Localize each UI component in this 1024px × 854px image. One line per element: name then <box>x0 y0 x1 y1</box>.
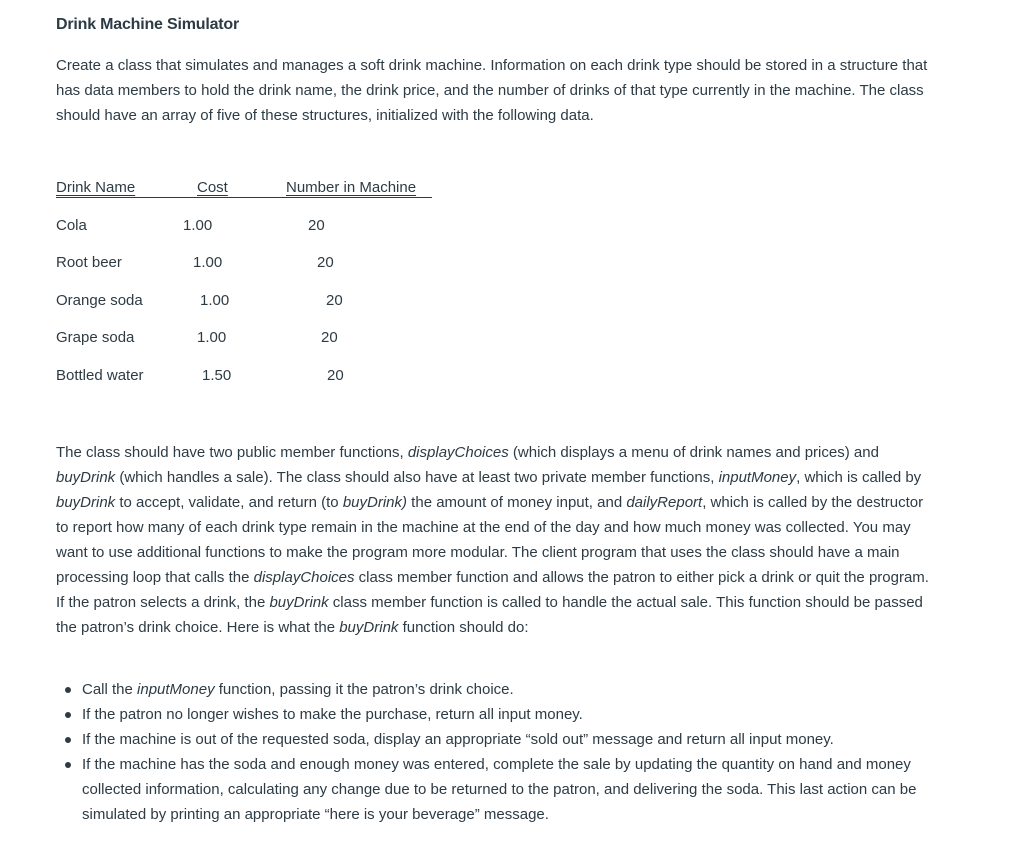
function-name: inputMoney <box>137 681 215 698</box>
row-1-name: Cola <box>56 217 87 234</box>
function-name: displayChoices <box>407 444 509 461</box>
row-2-name: Root beer <box>56 254 122 271</box>
page-title: Drink Machine Simulator <box>56 16 239 33</box>
intro-paragraph: Create a class that simulates and manages a soft drink machine. Information on each drink type should be stored in a structure that has data members to hold the drink name, the drink price, and the number of drinks of that type currently in the machine. The class should have an array of five of these structures, initialized with the following data. <box>56 57 928 124</box>
text-run: If the patron no longer wishes to make the purchase, return all input money. <box>82 706 583 723</box>
row-3-cost: 1.00 <box>200 292 230 309</box>
row-2-number: 20 <box>317 254 334 271</box>
function-name: dailyReport <box>626 494 703 511</box>
row-1-cost: 1.00 <box>183 217 213 234</box>
function-name: buyDrink) <box>342 494 408 511</box>
text-run: If the machine is out of the requested soda, display an appropriate “sold out” message and return all input money. <box>82 731 834 748</box>
function-name: buyDrink <box>56 469 116 486</box>
list-item <box>82 677 962 702</box>
row-3-name: Orange soda <box>56 292 143 309</box>
list-item <box>82 752 962 827</box>
buydrink-steps-list <box>56 677 962 827</box>
text-run: function, passing it the patron’s drink choice. <box>214 681 514 698</box>
text-run: function should do: <box>398 619 529 636</box>
row-5-number: 20 <box>327 367 344 384</box>
function-name: buyDrink <box>56 494 116 511</box>
row-3-number: 20 <box>326 292 343 309</box>
bullet-icon <box>65 687 71 693</box>
list-item <box>82 727 962 752</box>
row-5-cost: 1.50 <box>202 367 232 384</box>
row-4-number: 20 <box>321 329 338 346</box>
header-number-in-machine: Number in Machine <box>286 179 417 196</box>
text-run: , which is called by the destructor to report how many of each drink type remain in the machine at the end of the day and how much money was collected. You may want to use additional functions to make the program more modular. The client program that uses the class should have a main processing loop that calls the <box>56 494 924 586</box>
text-run: (which handles a sale). The class should also have at least two private member functions, <box>115 469 719 486</box>
function-name: buyDrink <box>269 594 329 611</box>
function-name: displayChoices <box>253 569 355 586</box>
row-4-name: Grape soda <box>56 329 135 346</box>
row-4-cost: 1.00 <box>197 329 227 346</box>
function-name: buyDrink <box>339 619 399 636</box>
bullet-icon <box>65 712 71 718</box>
description-paragraph <box>56 440 936 640</box>
text-run: The class should have two public member functions, <box>56 444 408 461</box>
text-run: class member function and allows the patron to either pick a drink or quit the program. If the patron selects a drink, the <box>56 569 929 611</box>
row-1-number: 20 <box>308 217 325 234</box>
row-2-cost: 1.00 <box>193 254 223 271</box>
function-name: inputMoney <box>718 469 797 486</box>
text-run: , which is called by <box>796 469 922 486</box>
list-item <box>82 702 962 727</box>
text-run: the amount of money input, and <box>407 494 627 511</box>
bullet-icon <box>65 762 71 768</box>
drink-table <box>56 0 476 400</box>
text-run: (which displays a menu of drink names and prices) and <box>508 444 879 461</box>
bullet-icon <box>65 737 71 743</box>
header-drink-name: Drink Name <box>56 179 136 196</box>
header-cost: Cost <box>197 179 228 196</box>
text-run: to accept, validate, and return (to <box>115 494 343 511</box>
text-run: class member function is called to handle the actual sale. This function should be passed the patron’s drink choice. Here is what the <box>56 594 923 636</box>
text-run: Call the <box>82 681 138 698</box>
text-run: If the machine has the soda and enough money was entered, complete the sale by updating the quantity on hand and money collected information, calculating any change due to be returned to the patron, and delivering the soda. This last action can be simulated by printing an appropriate “here is your beverage” message. <box>82 756 917 823</box>
row-5-name: Bottled water <box>56 367 144 384</box>
